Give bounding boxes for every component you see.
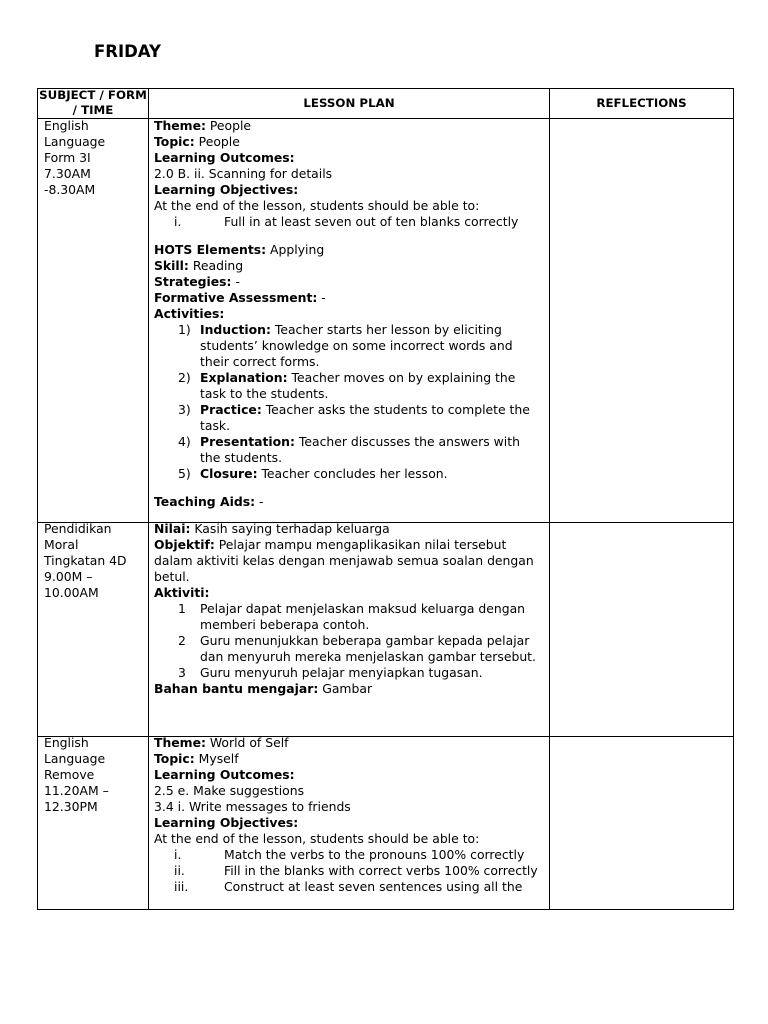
objective-text: Match the verbs to the pronouns 100% correctly [224,847,525,862]
list-item [154,214,544,230]
activity-label: Closure: [200,466,258,481]
list-item [154,863,544,879]
learning-outcome: 2.0 B. ii. Scanning for details [154,166,333,181]
nilai-line [154,521,544,537]
topic-value: Myself [194,751,239,766]
topic-label: Topic: [154,751,195,766]
objective-text: Fill in the blanks with correct verbs 100% correctly [224,863,538,878]
teaching-aids-value: - [255,494,264,509]
row-1-reflection-cell[interactable] [550,119,733,522]
hots-value: Applying [266,242,325,257]
list-item [154,322,544,370]
theme-line [154,735,544,751]
aktiviti-label: Aktiviti: [154,585,210,600]
theme-line [154,118,544,134]
activity-label: Presentation: [200,434,295,449]
list-number: iii. [174,879,189,894]
header-reflections: REFLECTIONS [596,95,687,110]
form-line: Remove [44,767,95,782]
subject-line: English [44,118,89,133]
topic-line [154,751,544,767]
list-item [154,847,544,863]
objectives-intro: At the end of the lesson, students should be able to: [154,831,480,846]
topic-label: Topic: [154,134,195,149]
list-item [154,434,544,466]
activity-text: Teacher discusses the answers with the students. [200,434,520,465]
row-3-subject [44,735,144,815]
subject-line: Language [44,751,106,766]
formative-value: - [317,290,326,305]
page-title: FRIDAY [94,42,161,61]
time-line: 7.30AM [44,166,91,181]
time-line: 12.30PM [44,799,98,814]
theme-value: World of Self [205,735,289,750]
bahan-label: Bahan bantu mengajar: [154,681,319,696]
time-line: 11.20AM – [44,783,109,798]
theme-label: Theme: [154,735,206,750]
formative-line [154,290,544,306]
teaching-aids-label: Teaching Aids: [154,494,256,509]
activity-label: Induction: [200,322,271,337]
aktiviti-text: Pelajar dapat menjelaskan maksud keluarga dengan memberi beberapa contoh. [200,601,526,632]
form-line: Tingkatan 4D [44,553,127,568]
list-item [154,466,544,482]
header-subject: SUBJECT / FORM / TIME [39,88,147,117]
objective-text: Construct at least seven sentences using all the [224,879,523,894]
row-2-lesson-plan [154,521,544,697]
hots-label: HOTS Elements: [154,242,267,257]
list-number: 3) [178,402,191,417]
activities-list [154,322,544,482]
list-number: 5) [178,466,191,481]
learning-outcome: 2.5 e. Make suggestions [154,783,305,798]
activity-text: Teacher moves on by explaining the task to the students. [200,370,516,401]
nilai-value: Kasih saying terhadap keluarga [190,521,390,536]
activity-text: Teacher starts her lesson by eliciting students’ knowledge on some incorrect words and their correct forms. [200,322,513,369]
aktiviti-text: Guru menunjukkan beberapa gambar kepada pelajar dan menyuruh mereka menjelaskan gambar tersebut. [200,633,536,664]
aktiviti-text: Guru menyuruh pelajar menyiapkan tugasan. [200,665,483,680]
activity-label: Explanation: [200,370,288,385]
row-1-subject [44,118,144,198]
bahan-value: Gambar [318,681,373,696]
column-divider [148,88,149,910]
aktiviti-list [154,601,544,681]
learning-outcome: 3.4 i. Write messages to friends [154,799,351,814]
strategies-value: - [231,274,240,289]
row-2-subject [44,521,144,601]
list-number: ii. [174,863,185,878]
activity-text: Teacher asks the students to complete the task. [200,402,530,433]
skill-line [154,258,544,274]
lesson-plan-table [37,88,734,910]
objectives-intro: At the end of the lesson, students should be able to: [154,198,480,213]
strategies-label: Strategies: [154,274,232,289]
list-number: 4) [178,434,191,449]
list-number: 1) [178,322,191,337]
objektif-line [154,537,544,585]
row-2-reflection-cell[interactable] [550,523,733,736]
subject-line: Pendidikan [44,521,112,536]
hots-line [154,242,544,258]
theme-value: People [205,118,252,133]
activities-label: Activities: [154,306,225,321]
activity-label: Practice: [200,402,262,417]
list-number: i. [174,214,182,229]
spacer [154,482,544,494]
teaching-aids-line [154,494,544,510]
subject-line: Language [44,134,106,149]
list-item [154,601,544,633]
list-item [154,665,544,681]
list-number: 2 [178,633,186,648]
strategies-line [154,274,544,290]
list-number: i. [174,847,182,862]
objektif-label: Objektif: [154,537,215,552]
objektif-value: Pelajar mampu mengaplikasikan nilai tersebut dalam aktiviti kelas dengan menjawab semua soalan dengan betul. [154,537,534,584]
skill-value: Reading [188,258,244,273]
list-number: 2) [178,370,191,385]
theme-label: Theme: [154,118,206,133]
learning-objectives-label: Learning Objectives: [154,815,299,830]
table-border-right [733,88,734,910]
objectives-list [154,214,544,230]
spacer [154,230,544,242]
row-3-lesson-plan [154,735,544,908]
form-line: Form 3I [44,150,91,165]
skill-label: Skill: [154,258,189,273]
subject-line: English [44,735,89,750]
bahan-line [154,681,544,697]
list-item [154,402,544,434]
time-line: 10.00AM [44,585,99,600]
row-1-lesson-plan [154,118,544,510]
objective-text: Full in at least seven out of ten blanks correctly [224,214,519,229]
row-3-reflection-cell[interactable] [550,737,733,909]
list-number: 1 [178,601,186,616]
nilai-label: Nilai: [154,521,191,536]
header-lesson-plan: LESSON PLAN [303,95,395,110]
topic-value: People [194,134,240,149]
topic-line [154,134,544,150]
list-number: 3 [178,665,186,680]
subject-line: Moral [44,537,79,552]
learning-objectives-label: Learning Objectives: [154,182,299,197]
list-item [154,370,544,402]
learning-outcomes-label: Learning Outcomes: [154,150,295,165]
time-line: -8.30AM [44,182,96,197]
objectives-list [154,847,544,895]
list-item [154,633,544,665]
table-border-bottom [37,909,734,910]
formative-label: Formative Assessment: [154,290,318,305]
table-border-left [37,88,38,910]
activity-text: Teacher concludes her lesson. [257,466,448,481]
time-line: 9.00M – [44,569,93,584]
list-item [154,879,544,895]
learning-outcomes-label: Learning Outcomes: [154,767,295,782]
